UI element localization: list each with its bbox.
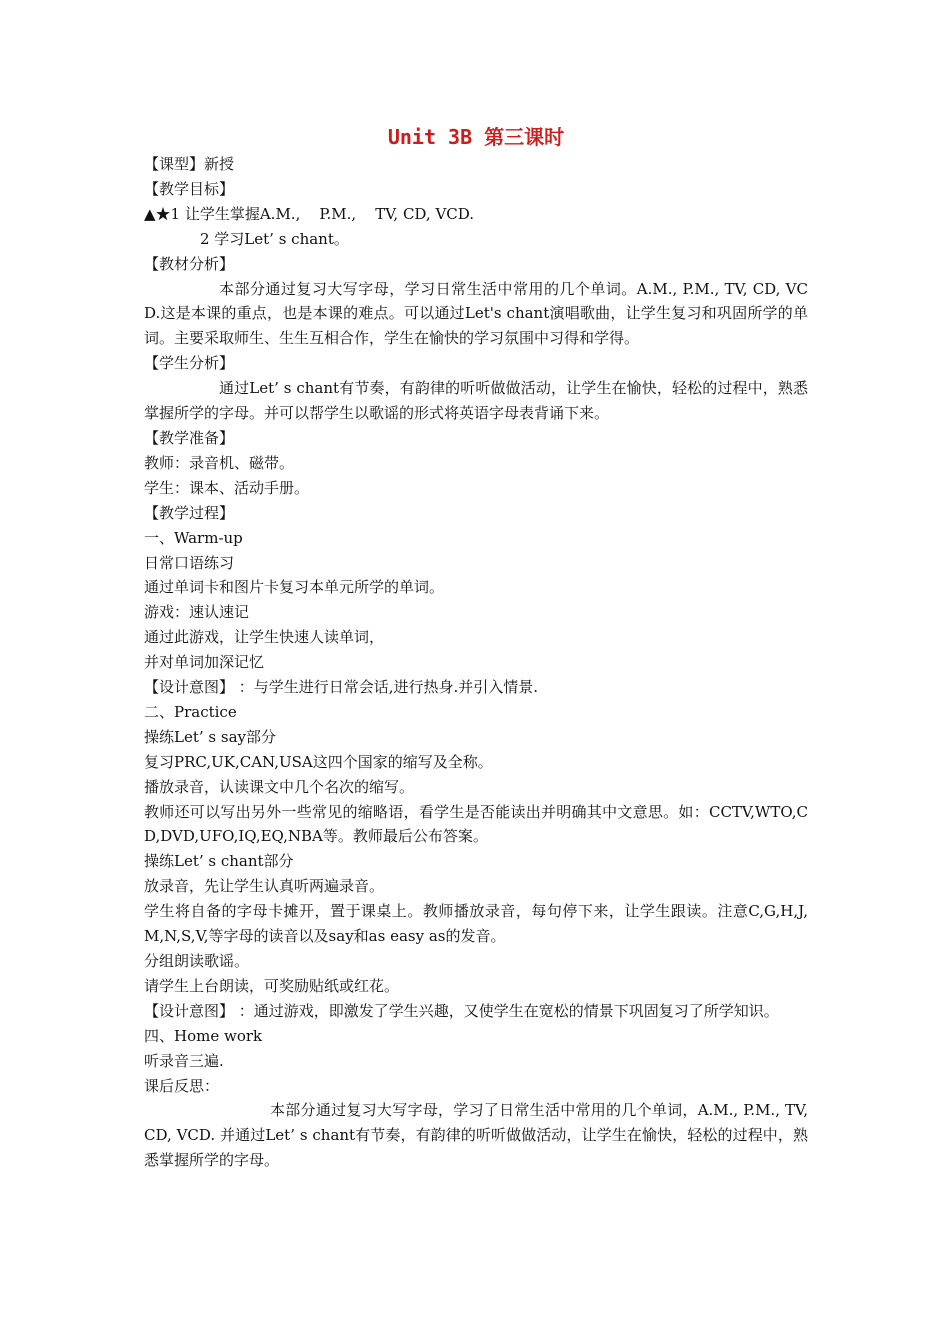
lesson-type: 【课型】新授 [144, 155, 235, 173]
goal-1: ▲★1 让学生掌握A.M., P.M., TV, CD, VCD. [144, 204, 475, 223]
material-analysis-paragraph: 本部分通过复习大写字母，学习日常生活中常用的几个单词。A.M., P.M., TV, CD, VCD.这是本课的重点，也是本课的难点。可以通过Let's chant演唱歌曲，让学生复习和巩固所学的单词。主要采取师生、生生互相合作，学生在愉快的学习氛围中习得和学得。 [144, 279, 808, 348]
student-analysis-paragraph: 通过Let’ s chant有节奏，有韵律的听听做做活动，让学生在愉快，轻松的过程中，熟悉掌握所学的字母。并可以帮学生以歌谣的形式将英语字母表背诵下来。 [144, 379, 808, 423]
section-warm-up: 一、Warm-up [144, 528, 243, 547]
section-homework: 四、Home work [144, 1026, 263, 1045]
student-preparation: 学生：课本、活动手册。 [144, 478, 310, 497]
reflection-heading: 课后反思： [144, 1076, 220, 1095]
heading-teaching-preparation: 【教学准备】 [144, 428, 235, 447]
text-line: 播放录音，认读课文中几个名次的缩写。 [144, 777, 415, 796]
text-line: 操练Let’ s say部分 [144, 727, 276, 746]
text-line: 日常口语练习 [144, 553, 235, 572]
reflection-paragraph: 本部分通过复习大写字母，学习了日常生活中常用的几个单词，A.M., P.M., TV, CD, VCD. 并通过Let’ s chant有节奏，有韵律的听听做做活动，让学生在愉快，轻松的过程中，熟悉掌握所学的字母。 [144, 1101, 808, 1170]
abbreviation-paragraph: 教师还可以写出另外一些常见的缩略语，看学生是否能读出并明确其中文意思。如：CCTV,WTO,CD,DVD,UFO,IQ,EQ,NBA等。教师最后公布答案。 [144, 802, 808, 846]
text-line: 操练Let’ s chant部分 [144, 852, 294, 871]
heading-material-analysis: 【教材分析】 [144, 254, 235, 273]
text-line: 放录音，先让学生认真听两遍录音。 [144, 877, 385, 896]
design-intent-2: 【设计意图】 ：通过游戏，即激发了学生兴趣，又使学生在宽松的情景下巩固复习了所学知识。 [144, 1001, 779, 1020]
text-line: 通过此游戏，让学生快速人读单词， [144, 628, 385, 647]
goal-2: 2 学习Let’ s chant。 [200, 229, 349, 248]
text-line: 复习PRC,UK,CAN,USA这四个国家的缩写及全称。 [144, 752, 493, 771]
section-practice: 二、Practice [144, 702, 237, 721]
heading-student-analysis: 【学生分析】 [144, 354, 235, 373]
text-line: 游戏：速认速记 [144, 603, 250, 622]
text-line: 听录音三遍. [144, 1051, 224, 1070]
design-intent-1: 【设计意图】 ：与学生进行日常会话,进行热身.并引入情景. [144, 678, 539, 697]
heading-teaching-process: 【教学过程】 [144, 503, 235, 522]
letter-card-paragraph: 学生将自备的字母卡摊开，置于课桌上。教师播放录音，每句停下来，让学生跟读。注意C,G,H,J,M,N,S,V,等字母的读音以及say和as easy as的发音。 [144, 902, 808, 946]
text-line: 并对单词加深记忆 [144, 653, 265, 672]
heading-teaching-goals: 【教学目标】 [144, 179, 235, 198]
teacher-preparation: 教师：录音机、磁带。 [144, 453, 295, 472]
document-page [144, 122, 808, 1173]
text-line: 请学生上台朗读，可奖励贴纸或红花。 [144, 976, 400, 995]
text-line: 分组朗读歌谣。 [144, 952, 250, 970]
document-title: Unit 3B 第三课时 [387, 125, 565, 149]
text-line: 通过单词卡和图片卡复习本单元所学的单词。 [144, 578, 445, 597]
